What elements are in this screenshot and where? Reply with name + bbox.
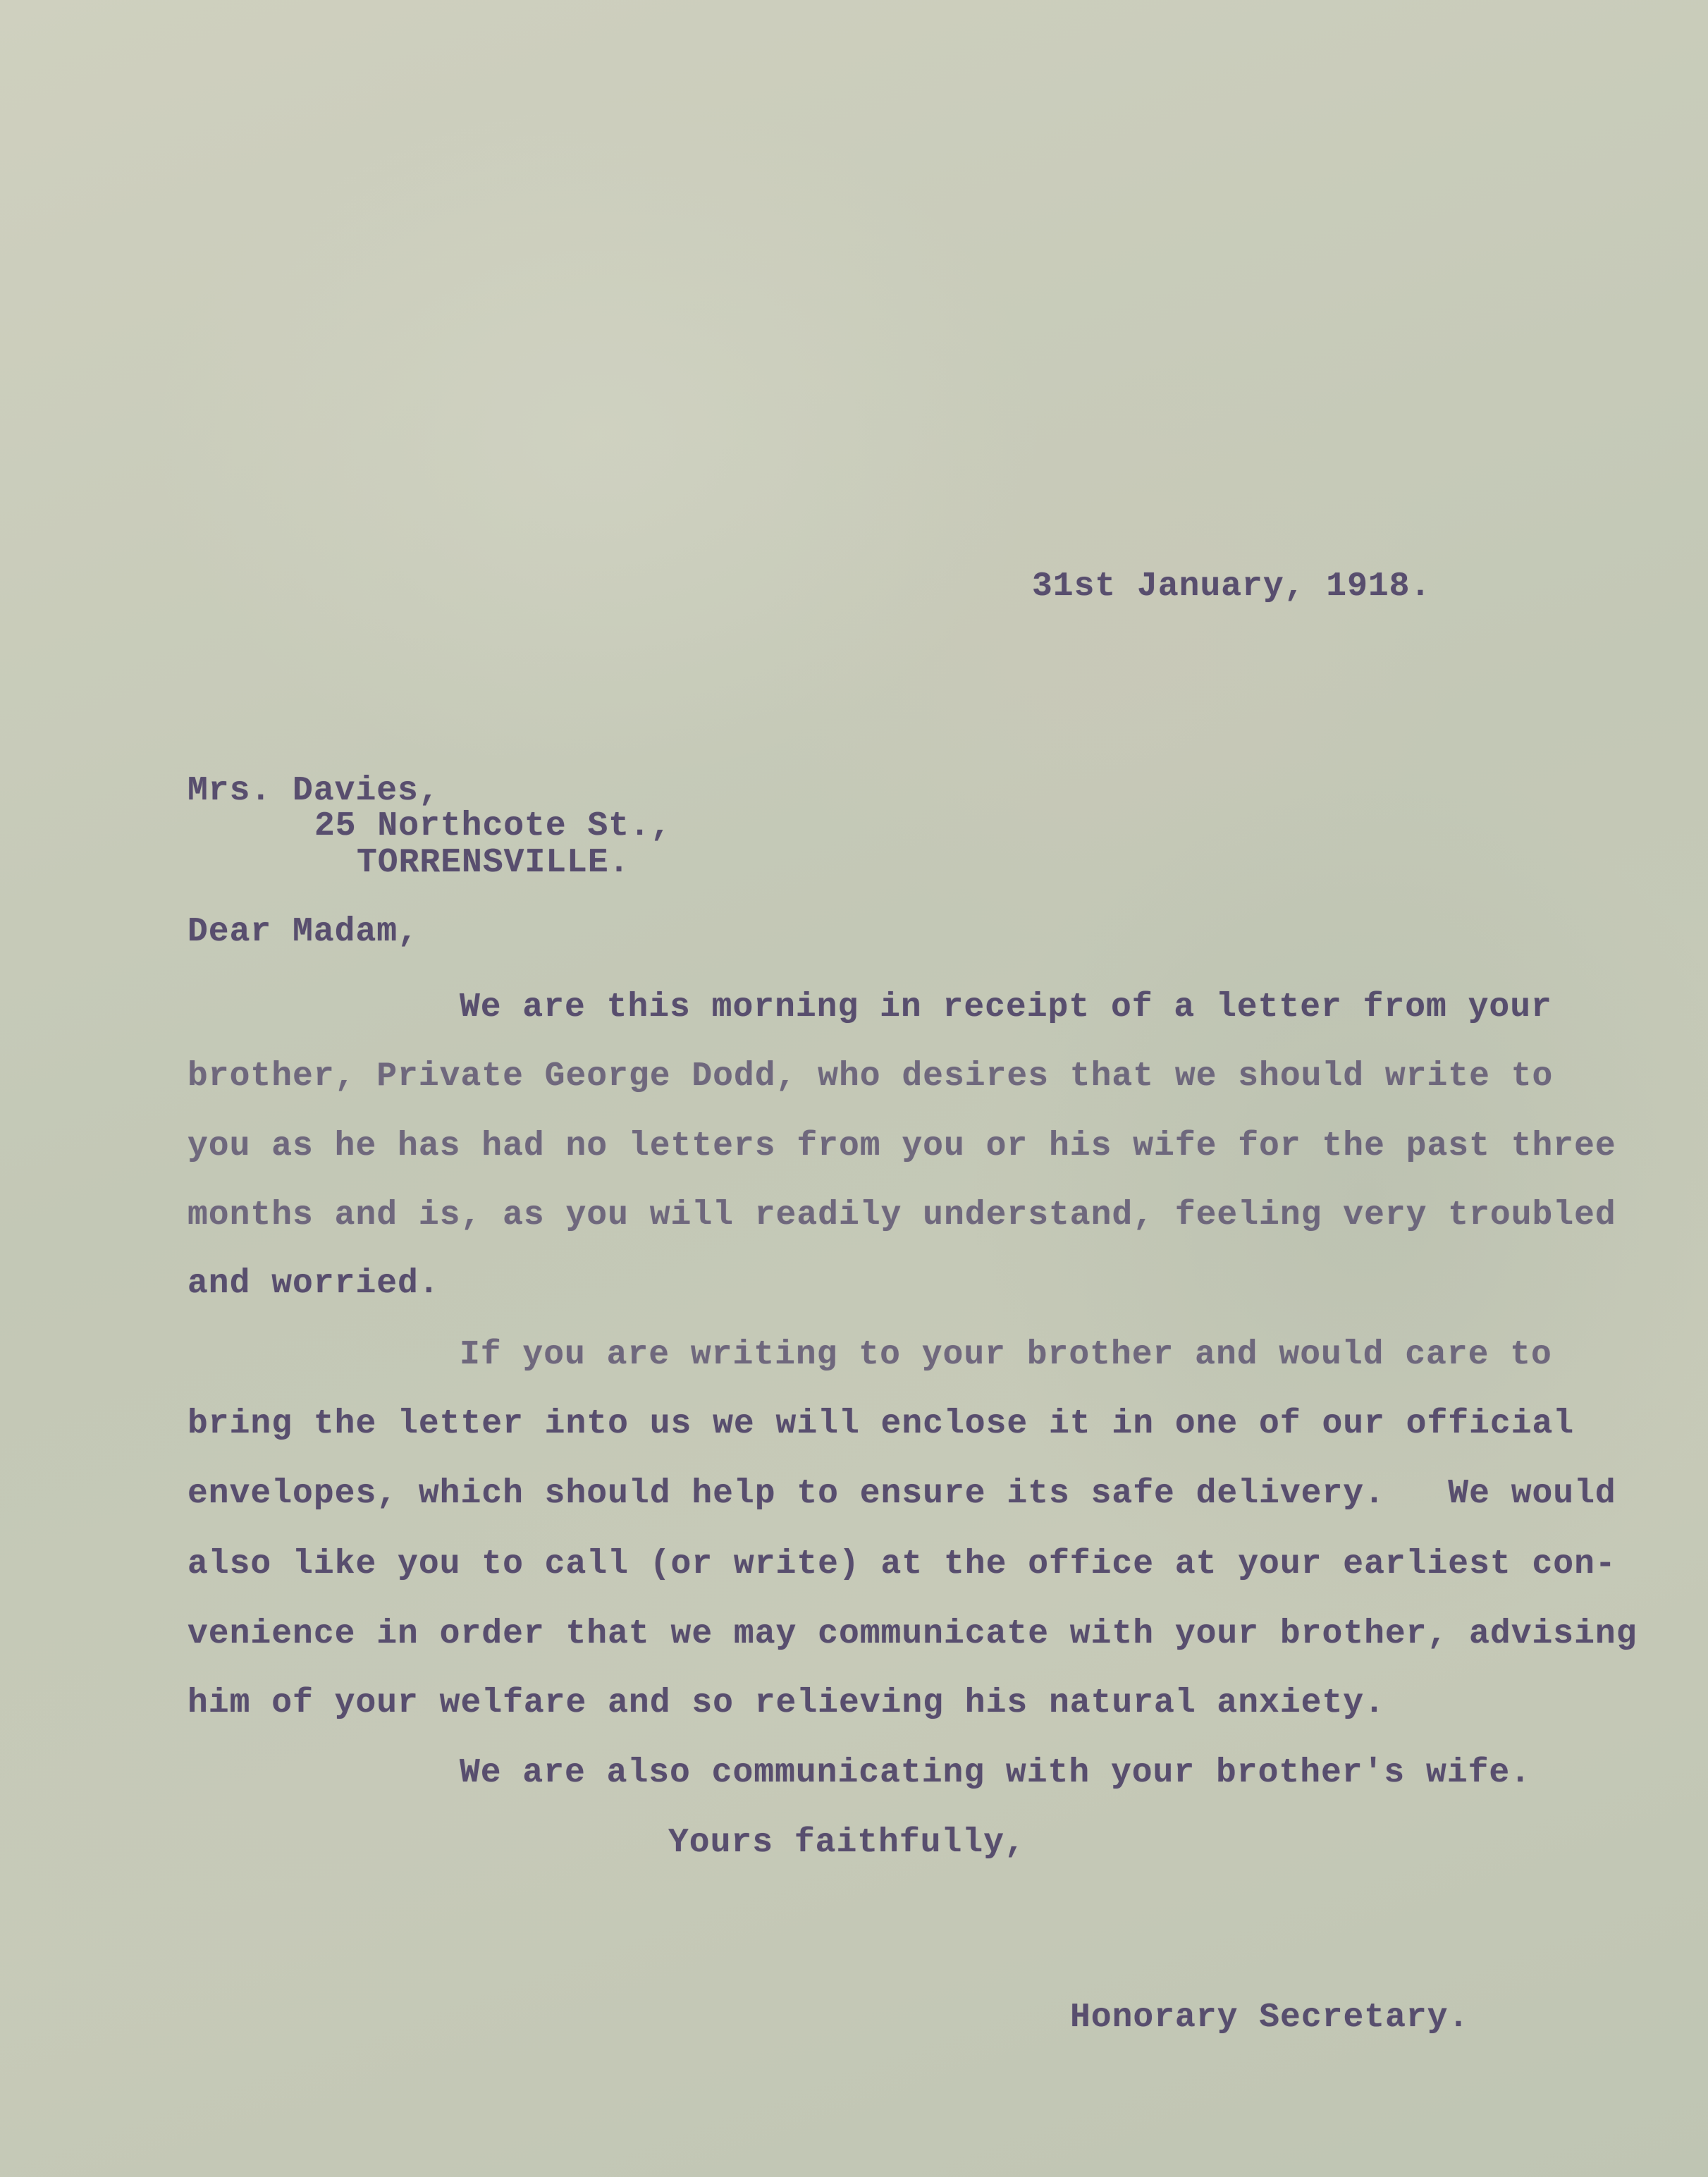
signature-title: Honorary Secretary. bbox=[1070, 1999, 1470, 2037]
paragraph-1-line: We are this morning in receipt of a letter from your bbox=[460, 988, 1552, 1026]
paragraph-1-line: and worried. bbox=[188, 1265, 440, 1303]
closing: Yours faithfully, bbox=[668, 1824, 1026, 1862]
recipient-street: 25 Northcote St., bbox=[314, 807, 672, 845]
paragraph-2-line: also like you to call (or write) at the office at your earliest con- bbox=[188, 1545, 1616, 1583]
recipient-name: Mrs. Davies, bbox=[188, 772, 440, 810]
salutation: Dear Madam, bbox=[188, 913, 419, 951]
paragraph-1-line: you as he has had no letters from you or his wife for the past three bbox=[188, 1127, 1616, 1165]
recipient-town: TORRENSVILLE. bbox=[357, 844, 630, 882]
paragraph-1-line: brother, Private George Dodd, who desires that we should write to bbox=[188, 1057, 1554, 1096]
paragraph-2-line: him of your welfare and so relieving his natural anxiety. bbox=[188, 1684, 1385, 1722]
paragraph-2-line: If you are writing to your brother and would care to bbox=[460, 1336, 1552, 1374]
paragraph-3: We are also communicating with your brother's wife. bbox=[460, 1754, 1532, 1792]
letter-date: 31st January, 1918. bbox=[1032, 568, 1432, 606]
paragraph-1-line: months and is, as you will readily understand, feeling very troubled bbox=[188, 1196, 1616, 1234]
paragraph-2-line: venience in order that we may communicate with your brother, advising bbox=[188, 1615, 1638, 1653]
paragraph-2-line: bring the letter into us we will enclose it in one of our official bbox=[188, 1405, 1575, 1443]
paragraph-2-line: envelopes, which should help to ensure its safe delivery. We would bbox=[188, 1475, 1616, 1513]
